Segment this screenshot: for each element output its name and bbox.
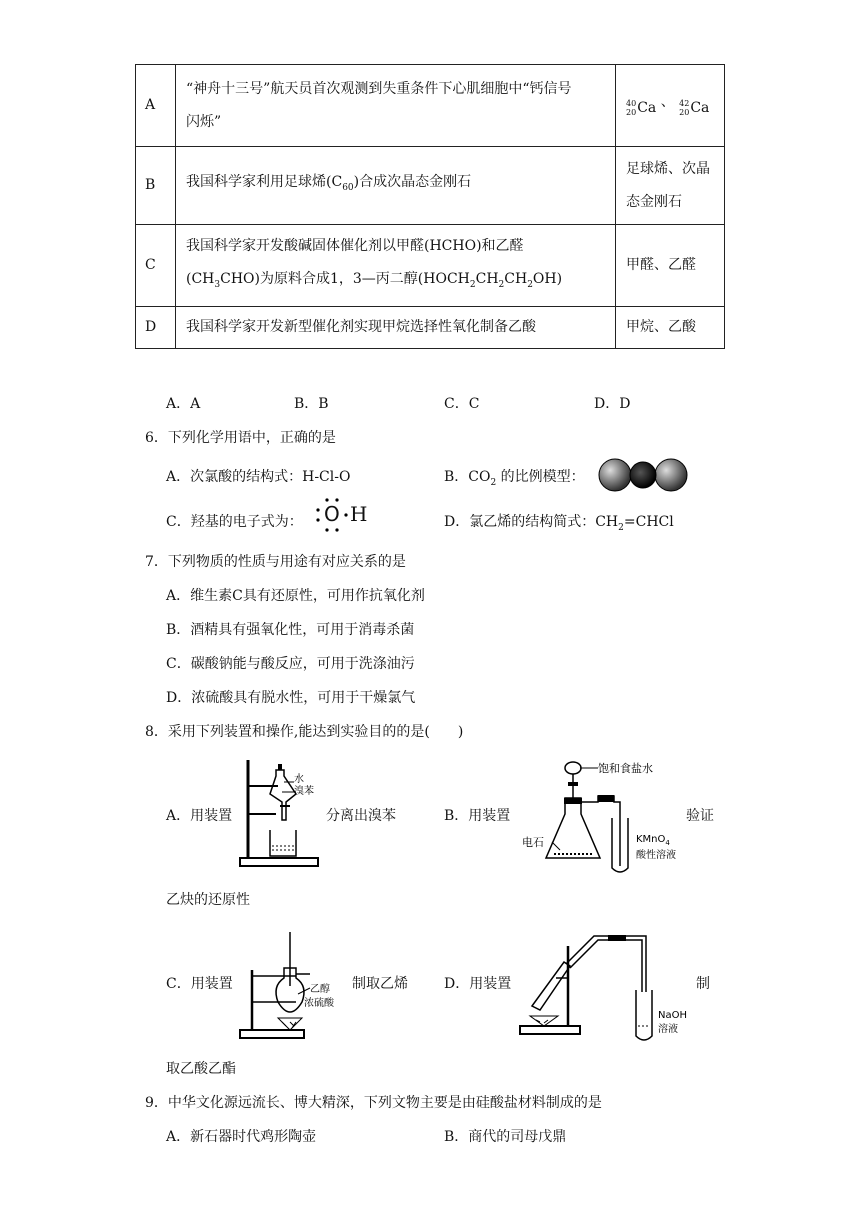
acetylene-generation-apparatus [518,758,708,878]
label-ethanol: 乙醇 [310,984,330,995]
row-label: B [136,147,176,225]
label-brine: 饱和食盐水 [598,762,653,775]
row-description-line: “神舟十三号”航天员首次观测到失重条件下心肌细胞中“钙信号 [186,80,572,97]
q8-option-c-prefix: C．用装置 [166,976,233,992]
q8-option-d-continuation: 取乙酸乙酯 [166,1061,236,1077]
q9-option-b: B．商代的司母戊鼎 [444,1129,567,1145]
q5-option-c: C．C [444,396,480,412]
element-symbol: Ca [637,99,657,116]
element-symbol: Ca [690,99,710,116]
ethylene-preparation-apparatus [238,930,348,1040]
label-water: 水 [294,774,304,785]
row-label: C [136,225,176,307]
co2-space-filling-model [597,457,689,493]
label-bromobenzene: 溴苯 [294,786,314,797]
q6-option-c: C．羟基的电子式为： [166,514,303,530]
row-answer: 甲醛、乙醛 [616,225,725,307]
q7-option-d: D．浓硫酸具有脱水性，可用于干燥氯气 [166,690,416,706]
q7-stem: 7．下列物质的性质与用途有对应关系的是 [145,554,406,570]
label-conc-sulfuric-acid: 浓硫酸 [304,998,334,1009]
q5-option-d: D．D [594,396,631,412]
row-label: A [136,65,176,147]
label-kmno4: KMnO$_4$ [636,834,670,847]
hydrogen-symbol: H [350,502,368,526]
q6-option-b: B．$CO_2$ 的比例模型： [444,469,585,488]
q8-option-c-suffix: 制取乙烯 [352,976,408,992]
label-solution: 溶液 [658,1024,678,1035]
separatory-funnel-apparatus [238,758,320,868]
q8-option-a-suffix: 分离出溴苯 [326,808,396,824]
q7-option-c: C．碳酸钠能与酸反应，可用于洗涤油污 [166,656,415,672]
table-row [136,225,725,307]
row-description: 我国科学家利用足球烯$(C_{60})$合成次晶态金刚石 [176,147,616,225]
row-description [176,65,616,147]
q5-option-b: B．B [294,396,329,412]
ethyl-acetate-apparatus [518,926,698,1046]
mass-number: 40 [626,99,637,109]
label-acidic-solution: 酸性溶液 [636,850,676,861]
row-description: 我国科学家开发新型催化剂实现甲烷选择性氧化制备乙酸 [176,307,616,349]
row-label: D [136,307,176,349]
question5-table [135,64,725,349]
electron-dots [310,497,372,533]
q9-stem: 9．中华文化源远流长、博大精深，下列文物主要是由硅酸盐材料制成的是 [145,1095,602,1111]
q8-option-b-continuation: 乙炔的还原性 [166,892,250,908]
q7-option-a: A．维生素C具有还原性，可用作抗氧化剂 [166,588,425,604]
q6-stem: 6．下列化学用语中，正确的是 [145,430,336,446]
table-row [136,65,725,147]
row-answer [616,65,725,147]
row-answer: 足球烯、次晶 态金刚石 [616,147,725,225]
q8-option-d-suffix: 制 [696,976,710,992]
oxygen-symbol: O [324,502,340,526]
q6-option-d: D．氯乙烯的结构简式：$CH_2=CHCl$ [444,514,674,533]
mass-number: 42 [679,99,690,109]
hydroxyl-electron-formula [310,497,372,533]
q8-option-b-prefix: B．用装置 [444,808,511,824]
row-description: 我国科学家开发酸碱固体催化剂以甲醛(HCHO)和乙醛 $(CH_3CHO)$为原料合成1，3—丙二醇$(HOCH_2CH_2CH_2OH)$ [176,225,616,307]
table-row [136,307,725,349]
row-answer: 甲烷、乙酸 [616,307,725,349]
q6-option-a: A．次氯酸的结构式：H-Cl-O [166,469,351,485]
isotope-notation [679,92,709,125]
q8-option-b-suffix: 验证 [686,808,714,824]
q7-option-b: B．酒精具有强氧化性，可用于消毒杀菌 [166,622,415,638]
label-calcium-carbide: 电石 [522,836,544,849]
separator: 、 [660,94,675,111]
atomic-number: 20 [626,108,637,118]
q8-stem: 8．采用下列装置和操作,能达到实验目的的是( ) [145,724,464,740]
isotope-notation [626,92,656,125]
q8-option-d-prefix: D．用装置 [444,976,512,992]
table-row [136,147,725,225]
label-naoh: NaOH [658,1010,687,1021]
row-description-line: 闪烁” [186,113,222,130]
q5-option-a: A．A [166,396,201,412]
q8-option-a-prefix: A．用装置 [166,808,233,824]
atomic-number: 20 [679,108,690,118]
q9-option-a: A．新石器时代鸡形陶壶 [166,1129,317,1145]
